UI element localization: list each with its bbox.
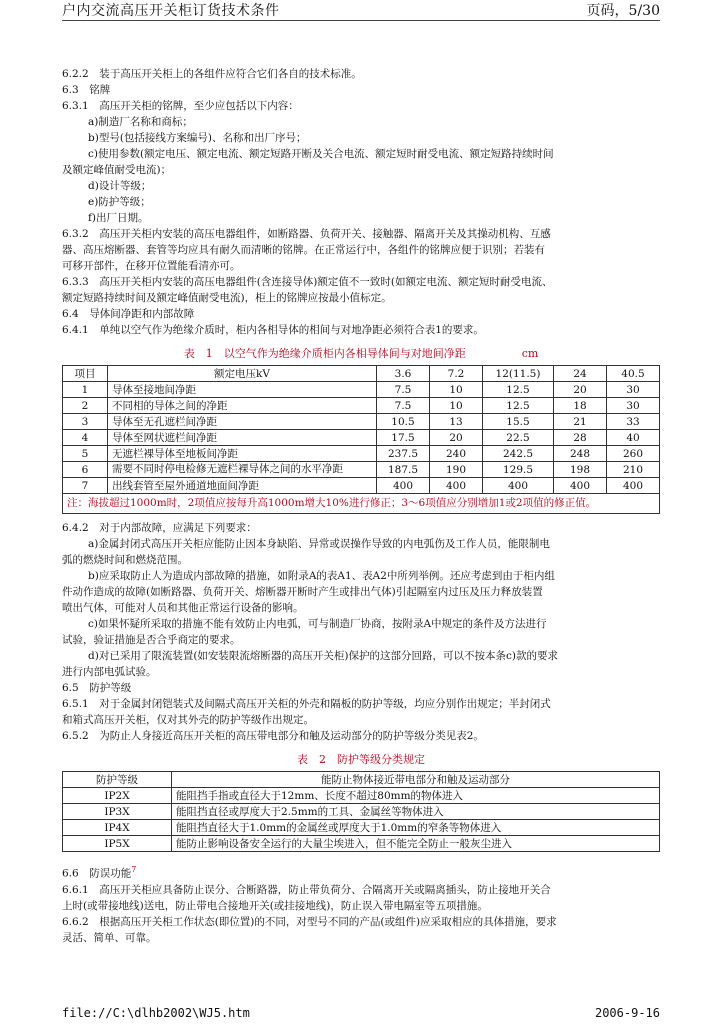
table2-col-desc: 能防止物体接近带电部分和触及运动部分	[172, 772, 660, 788]
table1-cell: 22.5	[483, 430, 554, 446]
list-item-c: c)使用参数(额定电压、额定电流、额定短路开断及关合电流、额定短时耐受电流、额定短路持续时间	[88, 148, 554, 160]
section-6-4-1: 6.4.1 单纯以空气作为绝缘介质时，柜内各相导体的相间与对地净距必须符合表1的要求。	[62, 324, 484, 336]
table2-desc: 能防止影响设备安全运行的大量尘埃进入，但不能完全防止一般灰尘进入	[172, 836, 660, 852]
table1-cell: 18	[554, 398, 607, 414]
section-6-3-3: 6.3.3 高压开关柜内安装的高压电器组件(含连接导体)额定值不一致时(如额定电流、额定短时耐受电流、	[62, 276, 553, 288]
heading-6-6-text: 6.6 防误功能	[62, 867, 132, 880]
table2-desc: 能阻挡直径大于1.0mm的金属丝或厚度大于1.0mm的窄条等物体进入	[172, 820, 660, 836]
table2-row	[63, 836, 660, 852]
section-6-6-1-cont: 上时(或带接地线)送电，防止带电合接地开关(或挂接地线)，防止误入带电隔室等五项措施。	[62, 899, 488, 912]
print-date: 2006-9-16	[594, 1006, 660, 1020]
table1-row-item: 无遮栏裸导体至地板间净距	[108, 446, 377, 462]
protection-table	[62, 771, 660, 852]
table1-voltage: 12(11.5)	[483, 366, 554, 382]
table1-header-row	[63, 366, 660, 382]
heading-6-3: 6.3 铭牌	[62, 84, 111, 96]
table1-cell: 40	[607, 430, 660, 446]
section-6-3-2: 6.3.2 高压开关柜内安装的高压电器组件，如断路器、负荷开关、接触器、隔离开关及其操动机构、互感	[62, 228, 551, 240]
table1-col-item: 项目	[63, 366, 108, 382]
table1-row-item: 不同相的导体之间的净距	[108, 398, 377, 414]
table1-row-no: 7	[63, 478, 108, 494]
table1-cell: 7.5	[377, 382, 430, 398]
table1-row	[63, 446, 660, 462]
table1-row-item: 导体至接地间净距	[108, 382, 377, 398]
item-a: a)金属封闭式高压开关柜应能防止因本身缺陷、异常或误操作导致的内电弧伤及工作人员，能限制电	[88, 538, 550, 550]
section-6-6-2: 6.6.2 根据高压开关柜工作状态(即位置)的不同，对型号不同的产品(或组件)应采取相应的具体措施，要求	[62, 915, 557, 928]
item-c: c)如果怀疑所采取的措施不能有效防止内电弧，可与制造厂协商，按附录A中规定的条件及方法进行	[88, 618, 547, 630]
table1-cell: 248	[554, 446, 607, 462]
table1-cell: 15.5	[483, 414, 554, 430]
section-6-6-2-cont: 灵活、简单、可靠。	[62, 931, 157, 944]
table1-row-no: 2	[63, 398, 108, 414]
heading-6-6	[62, 862, 660, 882]
table1-row	[63, 478, 660, 494]
table1-cell: 10	[430, 398, 483, 414]
item-a-cont: 弧的燃烧时间和燃烧范围。	[62, 554, 188, 566]
table1-unit: cm	[521, 347, 539, 360]
table2-row	[63, 804, 660, 820]
table1-row	[63, 430, 660, 446]
table1-cell: 33	[607, 414, 660, 430]
table1-cell: 17.5	[377, 430, 430, 446]
table1-cell: 21	[554, 414, 607, 430]
section-6-3-1: 6.3.1 高压开关柜的铭牌，至少应包括以下内容：	[62, 100, 299, 112]
clearance-table	[62, 365, 660, 514]
table1-row-item: 需要不同时停电检修无遮栏裸导体之间的水平净距	[108, 462, 377, 478]
table1-cell: 7.5	[377, 398, 430, 414]
table1-row-no: 4	[63, 430, 108, 446]
list-item-d: d)设计等级；	[88, 180, 152, 192]
item-c-cont: 试验，验证措施是否合乎商定的要求。	[62, 634, 241, 646]
table1-col-voltage: 额定电压kV	[108, 366, 377, 382]
table1-cell: 187.5	[377, 462, 430, 478]
section-6-4-2: 6.4.2 对于内部故障，应满足下列要求：	[62, 522, 257, 534]
table2-desc: 能阻挡直径或厚度大于2.5mm的工具、金属丝等物体进入	[172, 804, 660, 820]
table1-row-item: 出线套管至屋外通道地面间净距	[108, 478, 377, 494]
item-d-cont: 进行内部电弧试验。	[62, 666, 157, 678]
table1-cell: 260	[607, 446, 660, 462]
table1-cell: 400	[430, 478, 483, 494]
table2-header-row	[63, 772, 660, 788]
table1-cell: 129.5	[483, 462, 554, 478]
table1-row	[63, 398, 660, 414]
table1-cell: 28	[554, 430, 607, 446]
table1-row-no: 3	[63, 414, 108, 430]
table2-level: IP5X	[63, 836, 172, 852]
table2-col-level: 防护等级	[63, 772, 172, 788]
table2-level: IP3X	[63, 804, 172, 820]
item-b-cont2: 喷出气体，可能对人员和其他正常运行设备的影响。	[62, 602, 304, 614]
list-item-a: a)制造厂名称和商标；	[88, 116, 193, 128]
table1-cell: 20	[554, 382, 607, 398]
table1-row-no: 1	[63, 382, 108, 398]
section-6-5-1: 6.5.1 对于金属封闭铠装式及间隔式高压开关柜的外壳和隔板的防护等级，均应分别作出规定；半封闭式	[62, 698, 551, 710]
page-content	[62, 66, 660, 946]
table1-cell: 400	[607, 478, 660, 494]
table2-desc: 能阻挡手指或直径大于12mm、长度不超过80mm的物体进入	[172, 788, 660, 804]
spacer	[62, 852, 660, 862]
table2-body	[63, 788, 660, 852]
list-item-b: b)型号(包括接线方案编号)、名称和出厂序号；	[88, 132, 307, 144]
table1-caption-text: 表 1 以空气作为绝缘介质柜内各相导体间与对地间净距	[183, 347, 466, 360]
table2-row	[63, 788, 660, 804]
section-6-3-2-cont2: 可移开部件，在移开位置能看清亦可。	[62, 260, 241, 272]
table1-cell: 210	[607, 462, 660, 478]
table1-cell: 240	[430, 446, 483, 462]
table1-cell: 400	[377, 478, 430, 494]
table1-cell: 30	[607, 382, 660, 398]
table1-cell: 10	[430, 382, 483, 398]
table1-voltage: 40.5	[607, 366, 660, 382]
table1-cell: 30	[607, 398, 660, 414]
table1-voltage: 24	[554, 366, 607, 382]
list-item-e: e)防护等级；	[88, 196, 151, 208]
table1-cell: 198	[554, 462, 607, 478]
table1-row	[63, 462, 660, 478]
table1-row-item: 导体至无孔遮栏间净距	[108, 414, 377, 430]
page-number: 页码，5/30	[586, 3, 660, 19]
section-6-5-1-cont: 和箱式高压开关柜，仅对其外壳的防护等级作出规定。	[62, 714, 314, 726]
table1-cell: 13	[430, 414, 483, 430]
file-path: file://C:\dlhb2002\WJ5.htm	[62, 1006, 250, 1020]
table1-note-row	[63, 494, 660, 514]
section-6-6-1: 6.6.1 高压开关柜应具备防止误分、合断路器，防止带负荷分、合隔离开关或隔离插头，防止接地开关合	[62, 883, 551, 896]
list-item-f: f)出厂日期。	[88, 212, 149, 224]
list-item-c-cont: 及额定峰值耐受电流)；	[62, 164, 172, 176]
footnote-marker[interactable]: 7	[131, 865, 137, 874]
header-divider	[62, 20, 660, 21]
table1-cell: 12.5	[483, 382, 554, 398]
table1-cell: 400	[483, 478, 554, 494]
table1-note: 注：海拔超过1000m时，2项值应按每升高1000m增大10%进行修正；3～6项值应分别增加1或2项值的修正值。	[63, 494, 660, 514]
table1-cell: 190	[430, 462, 483, 478]
table2-row	[63, 820, 660, 836]
table1-cell: 12.5	[483, 398, 554, 414]
document-title: 户内交流高压开关柜订货技术条件	[62, 3, 280, 19]
section-6-3-3-cont: 额定短路持续时间及额定峰值耐受电流)，柜上的铭牌应按最小值标定。	[62, 292, 392, 304]
table1-row	[63, 382, 660, 398]
section-6-5-2: 6.5.2 为防止人身接近高压开关柜的高压带电部分和触及运动部分的防护等级分类见表2。	[62, 730, 484, 742]
table1-voltage: 7.2	[430, 366, 483, 382]
table2-caption: 表 2 防护等级分类规定	[297, 753, 425, 766]
table1-caption	[62, 346, 660, 362]
table1-cell: 237.5	[377, 446, 430, 462]
table1-cell: 242.5	[483, 446, 554, 462]
item-d: d)对已采用了限流装置(如安装限流熔断器的高压开关柜)保护的这部分回路，可以不按本条c)款的要求	[88, 650, 558, 662]
table2-level: IP2X	[63, 788, 172, 804]
table2-level: IP4X	[63, 820, 172, 836]
table1-cell: 400	[554, 478, 607, 494]
table1-row-no: 5	[63, 446, 108, 462]
section-6-3-2-cont1: 器、高压熔断器、套管等均应具有耐久而清晰的铭牌。在正常运行中，各组件的铭牌应便于识别；若装有	[62, 244, 545, 256]
table1-body	[63, 382, 660, 494]
item-b-cont1: 件动作造成的故障(如断路器、负荷开关、熔断器开断时产生或排出气体)引起隔室内过压及压力释放装置	[62, 586, 543, 598]
table1-voltage: 3.6	[377, 366, 430, 382]
heading-6-5: 6.5 防护等级	[62, 682, 132, 694]
table1-row	[63, 414, 660, 430]
table1-cell: 10.5	[377, 414, 430, 430]
table1-row-item: 导体至网状遮栏间净距	[108, 430, 377, 446]
section-6-2-2: 6.2.2 装于高压开关柜上的各组件应符合它们各自的技术标准。	[62, 68, 362, 80]
table1-row-no: 6	[63, 462, 108, 478]
table1-cell: 20	[430, 430, 483, 446]
item-b: b)应采取防止人为造成内部故障的措施，如附录A的表A1、表A2中所列举例。还应考虑到由于柜内组	[88, 570, 555, 582]
heading-6-4: 6.4 导体间净距和内部故障	[62, 308, 195, 320]
